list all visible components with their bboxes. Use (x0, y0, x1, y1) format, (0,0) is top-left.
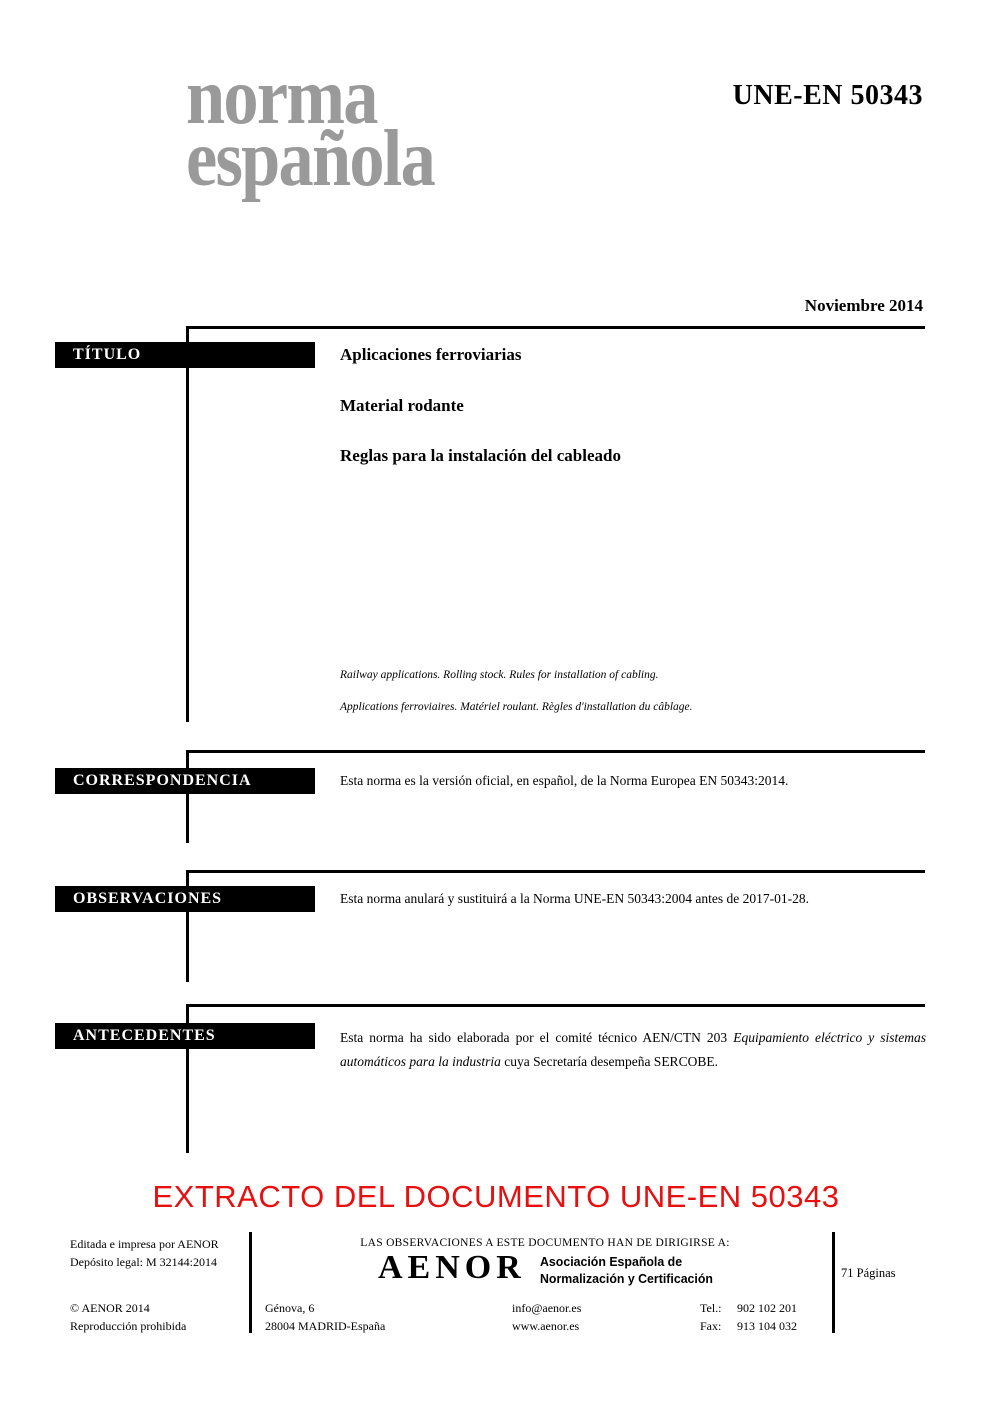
footer-website: www.aenor.es (512, 1318, 580, 1333)
document-code: UNE-EN 50343 (732, 80, 923, 111)
footer-fax (700, 1318, 797, 1336)
vertical-rule-titulo (186, 326, 189, 722)
title-translation-french: Applications ferroviaires. Matériel roulant. Règles d'installation du câblage. (340, 701, 693, 713)
title-line-1: Aplicaciones ferroviarias (340, 345, 522, 364)
footer-phones (700, 1300, 797, 1335)
brand-line-2: española (186, 115, 435, 203)
correspondencia-body: Esta norma es la versión oficial, en español, de la Norma Europea EN 50343:2014. (340, 773, 789, 788)
footer-divider-right (832, 1232, 835, 1333)
antecedentes-body-end: cuya Secretaría desempeña SERCOBE. (500, 1053, 718, 1069)
telephone-label: Tel.: (700, 1301, 722, 1315)
footer-street: Génova, 6 (265, 1301, 315, 1315)
aenor-org-line-2: Normalización y Certificación (540, 1270, 713, 1286)
footer-edited-by: Editada e impresa por AENOR (70, 1237, 219, 1251)
footer-city: 28004 MADRID-España (265, 1318, 386, 1333)
fax-value: 913 104 032 (737, 1318, 797, 1333)
aenor-logo: AENOR (378, 1249, 526, 1286)
rule-observaciones (187, 870, 925, 873)
footer-email: info@aenor.es (512, 1301, 582, 1315)
aenor-org-line-1: Asociación Española de (540, 1254, 683, 1269)
footer-address (265, 1300, 385, 1335)
title-line-2: Material rodante (340, 396, 464, 415)
antecedentes-body (340, 1026, 926, 1073)
observaciones-body: Esta norma anulará y sustituirá a la Norma UNE-EN 50343:2004 antes de 2017-01-28. (340, 891, 810, 906)
telephone-value: 902 102 201 (737, 1301, 797, 1315)
publication-date: Noviembre 2014 (804, 296, 923, 315)
footer-contact-online (512, 1300, 581, 1335)
vertical-rule-correspondencia (186, 750, 189, 843)
footer-copyright-line: © AENOR 2014 (70, 1301, 150, 1315)
rule-antecedentes (187, 1004, 925, 1007)
footer-telephone (700, 1300, 797, 1318)
title-line-3: Reglas para la instalación del cableado (340, 446, 621, 465)
antecedentes-body-italic: Equipamiento eléctrico y sistemas automáticos para la industria (340, 1030, 926, 1069)
fax-label: Fax: (700, 1318, 722, 1333)
footer-legal-deposit: Depósito legal: M 32144:2014 (70, 1254, 217, 1269)
section-label-titulo: TÍTULO (55, 342, 315, 368)
section-label-correspondencia: CORRESPONDENCIA (55, 768, 315, 794)
footer-notice: LAS OBSERVACIONES A ESTE DOCUMENTO HAN DE DIRIGIRSE A: (360, 1237, 730, 1249)
brand-line-1: norma (186, 53, 377, 141)
aenor-org-name (540, 1254, 713, 1287)
extract-banner: EXTRACTO DEL DOCUMENTO UNE-EN 50343 (152, 1179, 840, 1214)
norma-espanola-logo (186, 53, 435, 203)
antecedentes-body-start: Esta norma ha sido elaborada por el comité técnico AEN/CTN 203 (340, 1030, 734, 1045)
footer-reproduction-line: Reproducción prohibida (70, 1318, 187, 1333)
footer-page-count: 71 Páginas (841, 1266, 896, 1280)
title-translation-english: Railway applications. Rolling stock. Rules for installation of cabling. (340, 669, 659, 681)
footer-imprint (70, 1236, 219, 1271)
rule-correspondencia (187, 750, 925, 753)
footer-divider-left (249, 1232, 252, 1333)
section-label-antecedentes: ANTECEDENTES (55, 1023, 315, 1049)
section-label-observaciones: OBSERVACIONES (55, 886, 315, 912)
footer-copyright (70, 1300, 186, 1335)
rule-titulo (187, 326, 925, 329)
